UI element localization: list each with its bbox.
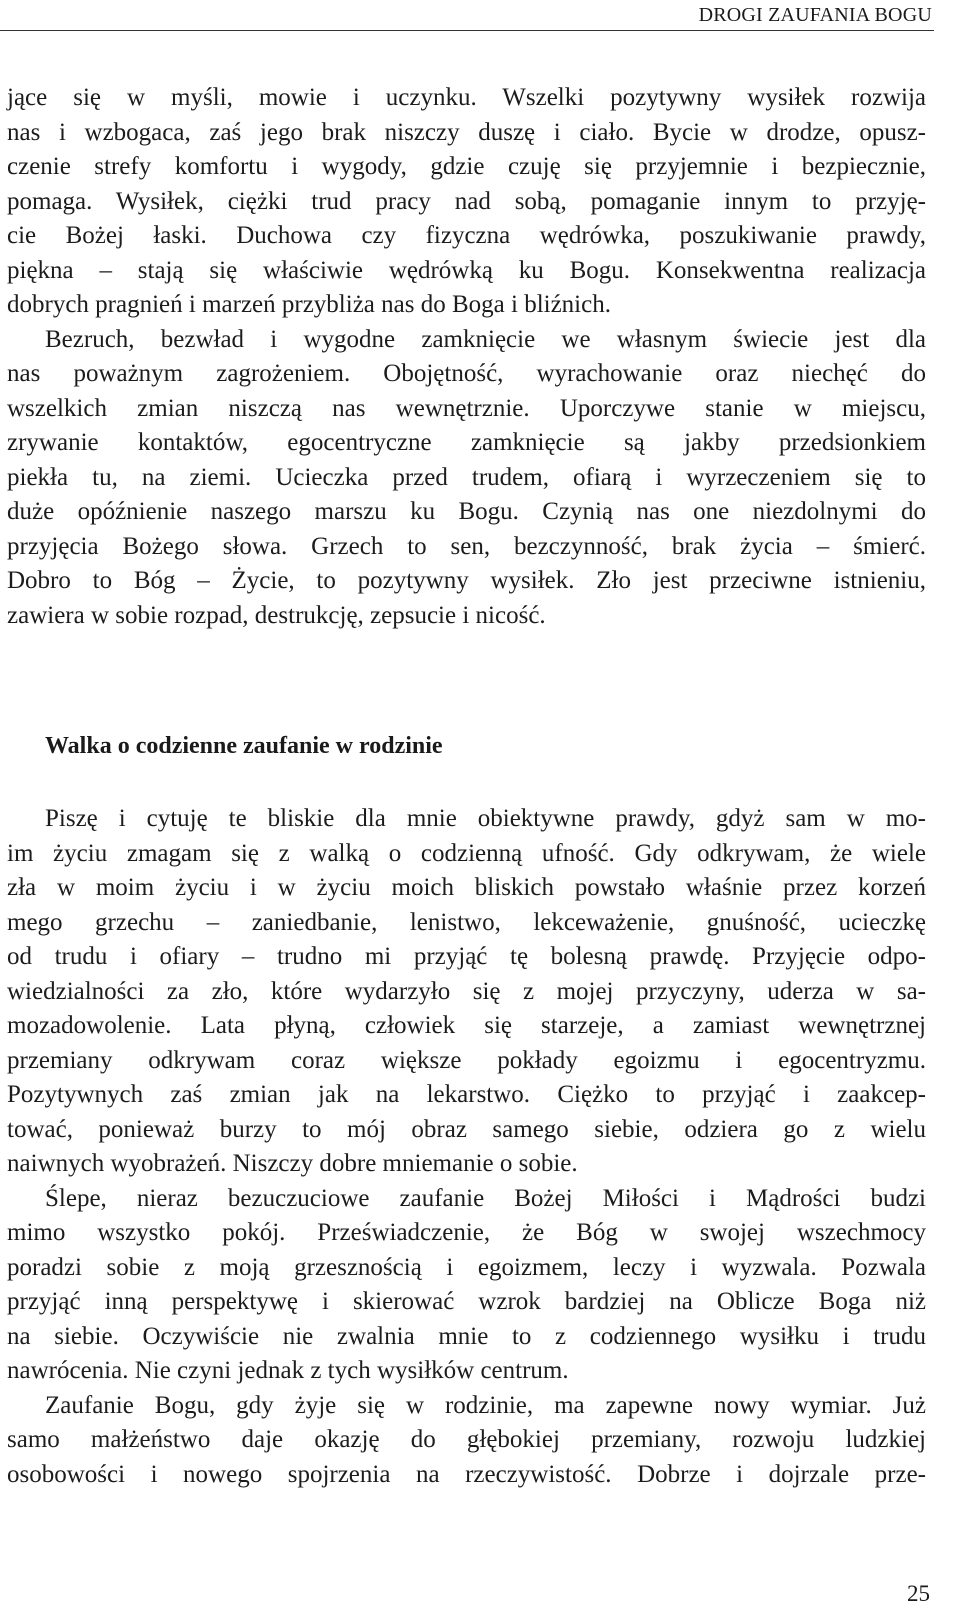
text-line: przyjąć inną perspektywę i skierować wzrok bardziej na Oblicze Boga niż: [7, 1288, 926, 1315]
text-line: osobowości i nowego spojrzenia na rzeczywistość. Dobrze i dojrzale prze-: [7, 1460, 926, 1488]
text-line: Dobro to Bóg – Życie, to pozytywny wysiłek. Zło jest przeciwne istnieniu,: [7, 567, 926, 594]
paragraph-first-line: Bezruch, bezwład i wygodne zamknięcie we własnym świecie jest dla: [45, 325, 926, 353]
text-line: Pozytywnych zaś zmian jak na lekarstwo. Ciężko to przyjąć i zaakcep-: [7, 1081, 926, 1108]
page-number: 25: [907, 1581, 930, 1606]
text-line: naiwnych wyobrażeń. Niszczy dobre mniemanie o sobie.: [7, 1150, 578, 1177]
text-line: im życiu zmagam się z walką o codzienną ufność. Gdy odkrywam, że wiele: [7, 839, 926, 867]
text-line: od trudu i ofiary – trudno mi przyjąć tę bolesną prawdę. Przyjęcie odpo-: [7, 943, 926, 970]
text-line: zrywanie kontaktów, egocentryczne zamknięcie są jakby przedsionkiem: [7, 429, 926, 456]
text-line: przyjęcia Bożego słowa. Grzech to sen, bezczynność, brak życia – śmierć.: [7, 532, 926, 560]
paragraph-first-line: Piszę i cytuję te bliskie dla mnie obiektywne prawdy, gdyż sam w mo-: [45, 805, 926, 832]
text-line: tować, ponieważ burzy to mój obraz samego siebie, odziera go z wielu: [7, 1115, 926, 1143]
text-line: zła w moim życiu i w życiu moich bliskich powstało właśnie przez korzeń: [7, 874, 926, 901]
text-line: nawrócenia. Nie czyni jednak z tych wysiłków centrum.: [7, 1357, 569, 1384]
text-line: wiedzialności za zło, które wydarzyło się z mojej przyczyny, uderza w sa-: [7, 977, 926, 1005]
paragraph-first-line: Zaufanie Bogu, gdy żyje się w rodzinie, ma zapewne nowy wymiar. Już: [45, 1391, 926, 1419]
text-line: zawiera w sobie rozpad, destrukcję, zepsucie i nicość.: [7, 601, 546, 629]
text-line: mozadowolenie. Lata płyną, człowiek się starzeje, a zamiast wewnętrznej: [7, 1012, 926, 1039]
text-line: wszelkich zmian niszczą nas wewnętrznie. Uporczywe stanie w miejscu,: [7, 394, 926, 422]
text-line: jące się w myśli, mowie i uczynku. Wszelki pozytywny wysiłek rozwija: [7, 84, 926, 111]
text-line: przemiany odkrywam coraz większe pokłady egoizmu i egocentryzmu.: [7, 1046, 926, 1074]
text-line: pomaga. Wysiłek, ciężki trud pracy nad sobą, pomaganie innym to przyję-: [7, 187, 926, 215]
text-block-1: [7, 81, 926, 633]
text-line: cie Bożej łaski. Duchowa czy fizyczna wędrówka, poszukiwanie prawdy,: [7, 222, 926, 249]
text-line: mimo wszystko pokój. Przeświadczenie, że Bóg w swojej wszechmocy: [7, 1219, 926, 1246]
text-line: czenie strefy komfortu i wygody, gdzie czuję się przyjemnie i bezpiecznie,: [7, 153, 926, 180]
text-line: nas poważnym zagrożeniem. Obojętność, wyrachowanie oraz niechęć do: [7, 360, 926, 387]
text-line: piekła tu, na ziemi. Ucieczka przed trudem, ofiarą i wyrzeczeniem się to: [7, 463, 926, 491]
section-heading: Walka o codzienne zaufanie w rodzinie: [45, 733, 443, 759]
text-block-2: [7, 802, 926, 1492]
text-line: nas i wzbogaca, zaś jego brak niszczy duszę i ciało. Bycie w drodze, opusz-: [7, 118, 926, 146]
text-line: poradzi sobie z moją grzesznością i egoizmem, leczy i wyzwala. Pozwala: [7, 1253, 926, 1281]
header-rule: [0, 30, 934, 31]
text-line: dobrych pragnień i marzeń przybliża nas do Boga i bliźnich.: [7, 291, 611, 318]
text-line: duże opóźnienie naszego marszu ku Bogu. Czynią nas one niezdolnymi do: [7, 498, 926, 525]
text-line: na siebie. Oczywiście nie zwalnia mnie to z codziennego wysiłku i trudu: [7, 1322, 926, 1350]
text-line: piękna – stają się właściwie wędrówką ku Bogu. Konsekwentna realizacja: [7, 256, 926, 284]
text-line: samo małżeństwo daje okazję do głębokiej przemiany, rozwoju ludzkiej: [7, 1426, 926, 1453]
running-header: DROGI ZAUFANIA BOGU: [698, 4, 932, 26]
text-line: mego grzechu – zaniedbanie, lenistwo, lekceważenie, gnuśność, ucieczkę: [7, 908, 926, 936]
paragraph-first-line: Ślepe, nieraz bezuczuciowe zaufanie Bożej Miłości i Mądrości budzi: [45, 1184, 926, 1212]
